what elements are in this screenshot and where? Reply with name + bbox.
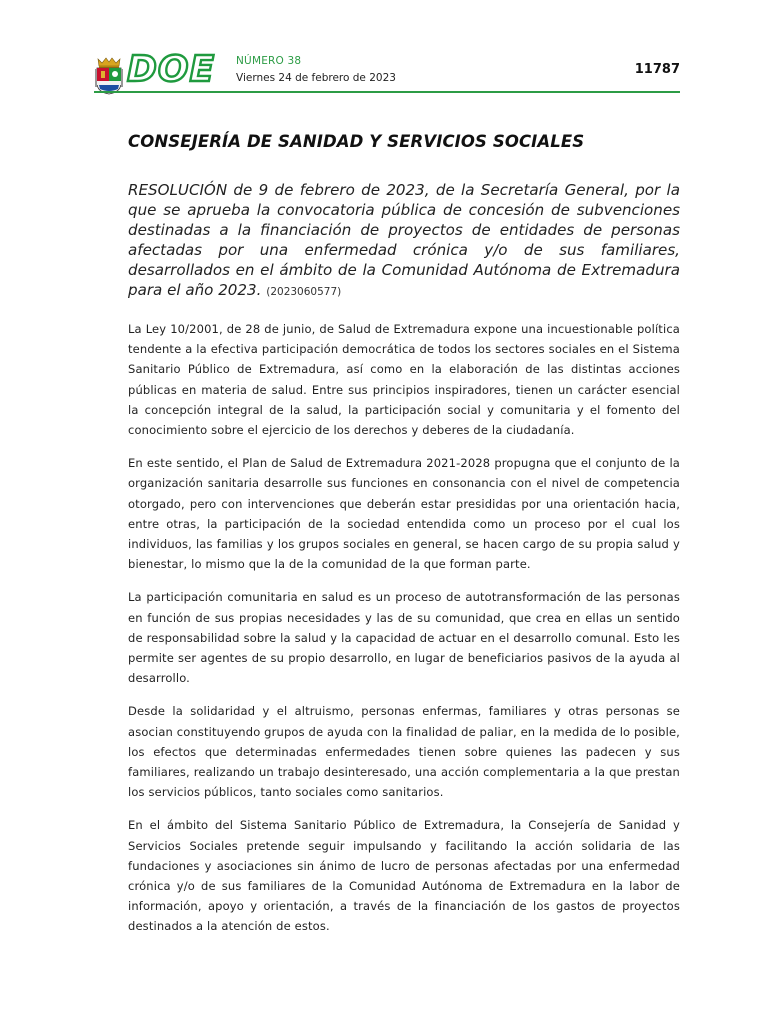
coat-of-arms-icon [94,57,124,95]
paragraph: En este sentido, el Plan de Salud de Extremadura 2021-2028 propugna que el conjunto de la organización sanitaria desarrolle sus funciones en consonancia con el nivel de competencia otorgado, pero con intervenciones que deberán estar presididas por una orientación hacia, entre otras, la participación de la sociedad entendida como un proceso por el cual los individuos, las familias y los grupos sociales en general, se hacen cargo de su propia salud y bienestar, lo mismo que la de la comunidad de la que forman parte. [128,456,680,572]
section-title: CONSEJERÍA DE SANIDAD Y SERVICIOS SOCIALES [128,132,585,151]
paragraph: La Ley 10/2001, de 28 de junio, de Salud de Extremadura expone una incuestionable política tendente a la efectiva participación democrática de todos los sectores sociales en el Sistema Sanitario Público de Extremadura, así como en la elaboración de las distintas acciones públicas en materia de salud. Entre sus principios inspiradores, tienen un carácter esencial la concepción integral de la salud, la participación social y comunitaria y el fomento del conocimiento sobre el ejercicio de los derechos y deberes de la ciudadanía. [128,322,680,438]
issue-date: Viernes 24 de febrero de 2023 [236,72,396,84]
doe-logo: DOE [127,49,216,90]
paragraph: En el ámbito del Sistema Sanitario Público de Extremadura, la Consejería de Sanidad y Servicios Sociales pretende seguir impulsando y facilitando la acción solidaria de las fundaciones y asociaciones sin ánimo de lucro de personas afectadas por una enfermedad crónica y/o de sus familiares de la Comunidad Autónoma de Extremadura en la labor de información, apoyo y orientación, a través de la financiación de los gastos de proyectos destinados a la atención de estos. [128,818,680,934]
resolution-code: (2023060577) [266,286,342,298]
page-header [94,49,680,94]
page-number: 11787 [634,62,680,77]
issue-number: NÚMERO 38 [236,55,302,67]
document-body [128,132,680,950]
resolution-title [128,180,680,302]
header-divider [94,91,680,93]
paragraph: La participación comunitaria en salud es un proceso de autotransformación de las personas en función de sus propias necesidades y las de su comunidad, que crea en ellas un sentido de responsabilidad sobre la salud y la capacidad de actuar en el desarrollo comunal. Esto les permite ser agentes de su propio desarrollo, en lugar de beneficiarios pasivos de la ayuda al desarrollo. [128,590,680,686]
paragraph: Desde la solidaridad y el altruismo, personas enfermas, familiares y otras personas se asocian constituyendo grupos de ayuda con la finalidad de paliar, en la medida de lo posible, los efectos que determinadas enfermedades tienen sobre quienes las padecen y sus familiares, realizando un trabajo desinteresado, una acción complementaria a la que prestan los servicios públicos, tanto sociales como sanitarios. [128,704,680,800]
resolution-text: RESOLUCIÓN de 9 de febrero de 2023, de la Secretaría General, por la que se aprueba la convocatoria pública de concesión de subvenciones destinadas a la financiación de proyectos de entidades de personas afectadas por una enfermedad crónica y/o de sus familiares, desarrollados en el ámbito de la Comunidad Autónoma de Extremadura para el año 2023. [128,181,680,299]
